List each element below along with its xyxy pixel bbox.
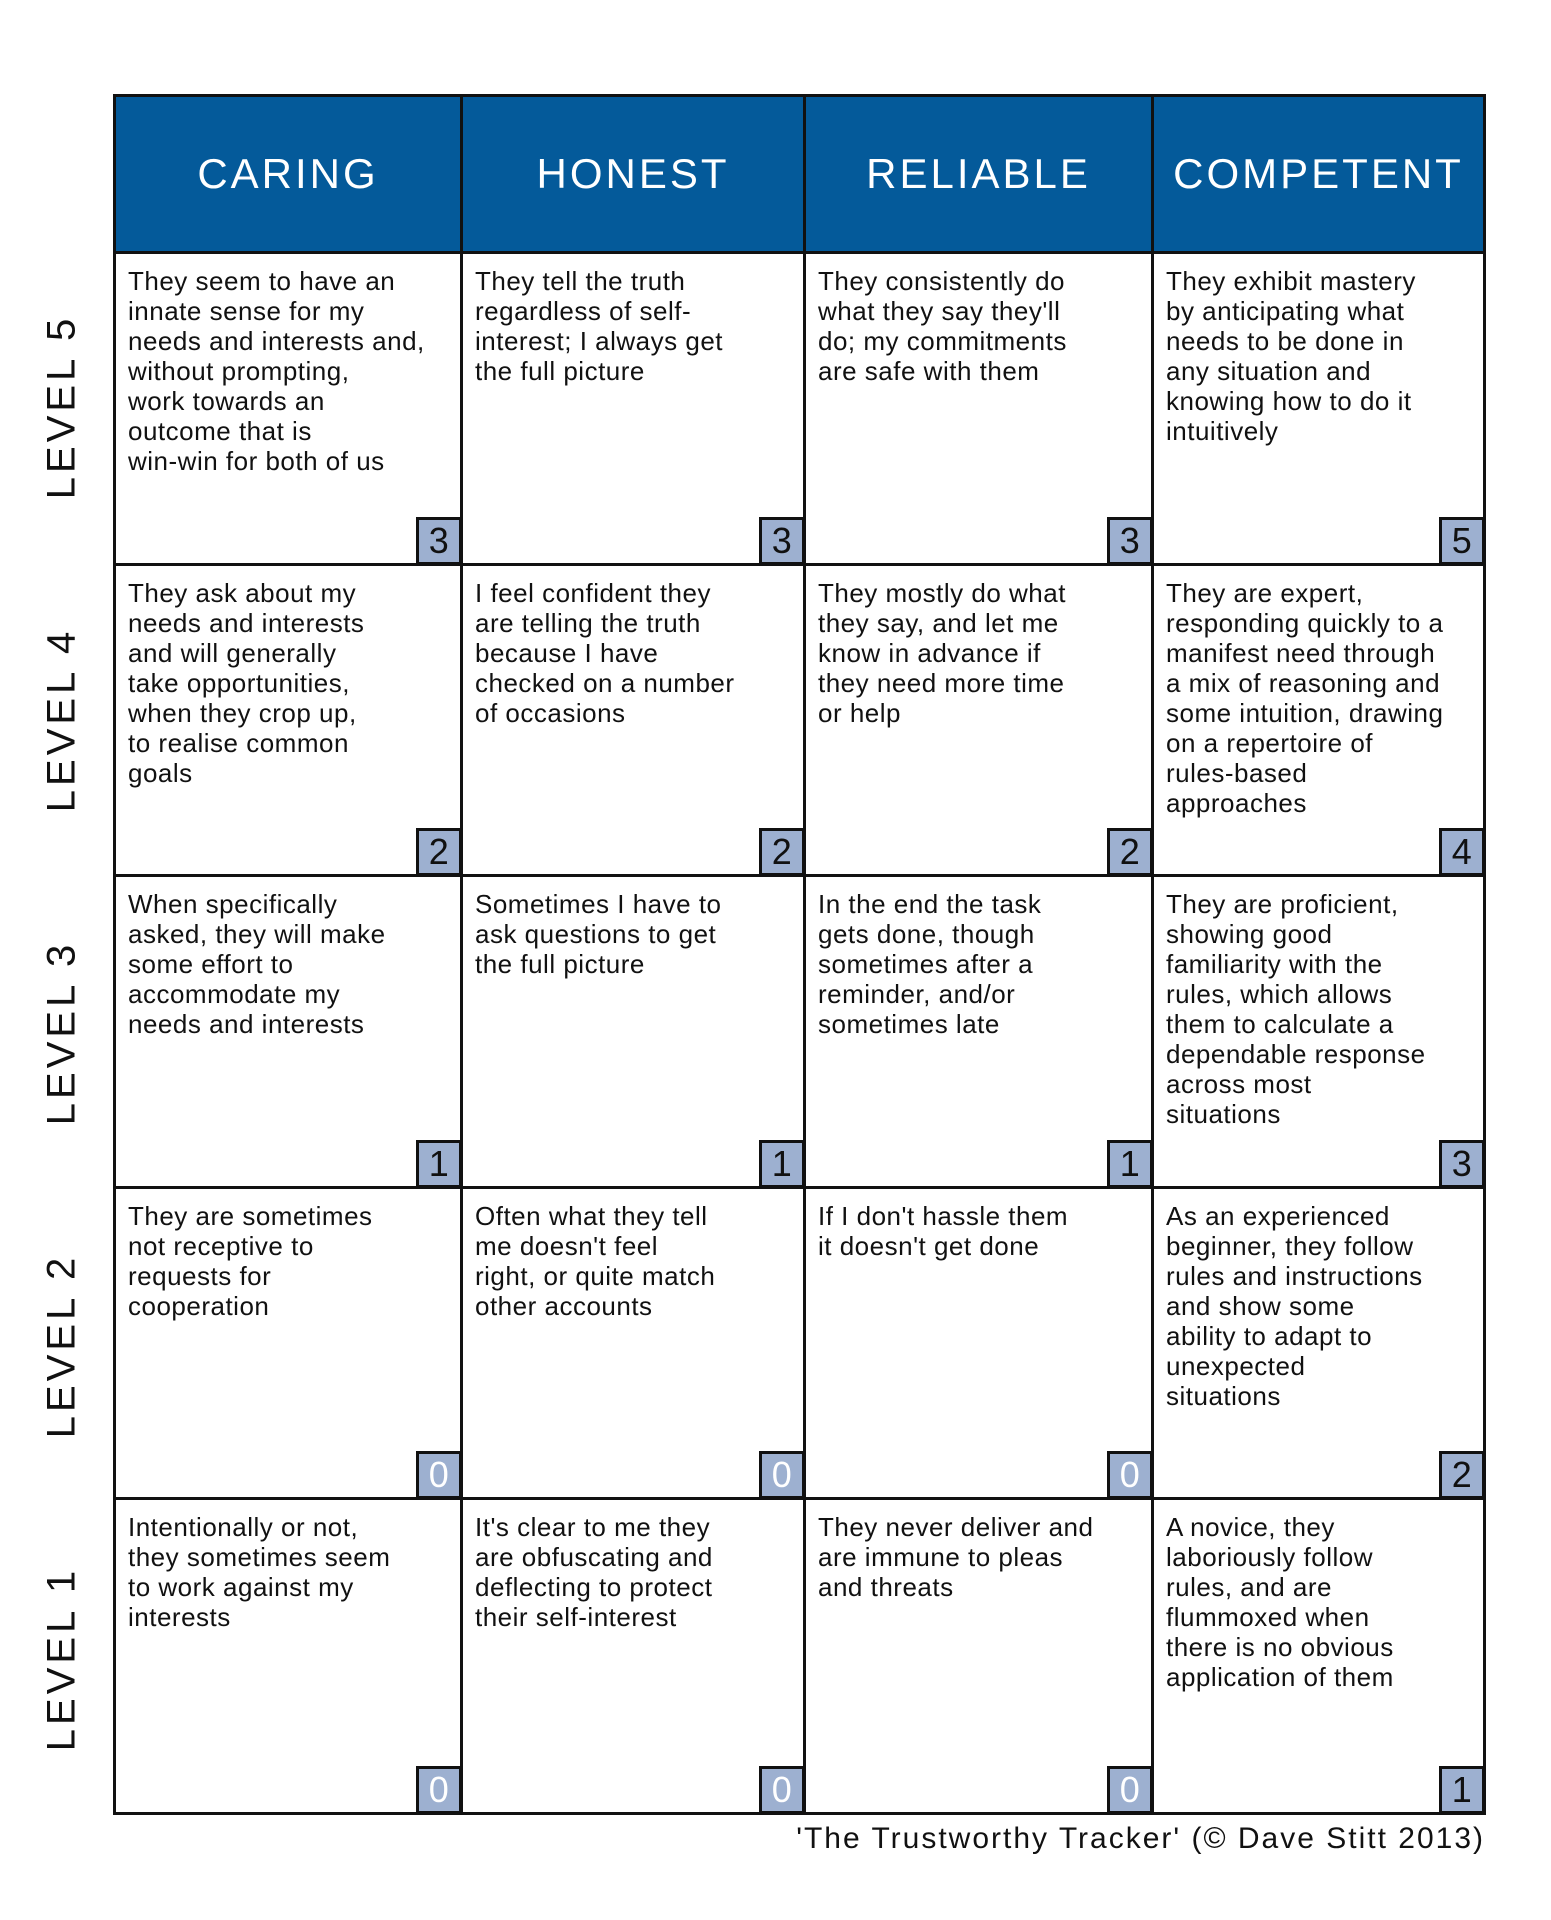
score-badge: 2 bbox=[1439, 1451, 1483, 1499]
matrix-cell bbox=[463, 566, 806, 878]
cell-description: They are sometimes not receptive to requests for cooperation bbox=[128, 1200, 373, 1321]
score-badge: 5 bbox=[1439, 517, 1483, 565]
cell-description: They are expert, responding quickly to a manifest need through a mix of reasoning and some intuition, drawing on a repertoire of rules-based approaches bbox=[1166, 577, 1444, 818]
score-badge: 4 bbox=[1439, 828, 1483, 876]
score-badge: 1 bbox=[416, 1140, 462, 1188]
matrix-cell bbox=[806, 1500, 1154, 1812]
cell-description: They ask about my needs and interests and will generally take opportunities, when they crop up, to realise common goals bbox=[128, 577, 365, 788]
cell-description: They seem to have an innate sense for my needs and interests and, without prompting, work towards an outcome that is win-win for both of us bbox=[128, 266, 425, 476]
score-badge: 0 bbox=[416, 1451, 462, 1499]
column-header-competent: COMPETENT bbox=[1154, 97, 1483, 254]
matrix-cell bbox=[463, 1189, 806, 1501]
score-badge: 0 bbox=[416, 1766, 462, 1812]
cell-description: They never deliver and are immune to pleas and threats bbox=[818, 1512, 1094, 1603]
cell-description: They exhibit mastery by anticipating what needs to be done in any situation and knowing how to do it intuitively bbox=[1166, 266, 1416, 446]
matrix-cell bbox=[116, 566, 463, 878]
score-badge: 2 bbox=[1107, 828, 1153, 876]
matrix-cell bbox=[1154, 877, 1483, 1189]
cell-description: They mostly do what they say, and let me know in advance if they need more time or help bbox=[818, 577, 1066, 728]
matrix-cell bbox=[806, 1189, 1154, 1501]
score-badge: 0 bbox=[1107, 1451, 1153, 1499]
cell-description: I feel confident they are telling the truth because I have checked on a number of occasions bbox=[475, 577, 735, 728]
cell-description: When specifically asked, they will make some effort to accommodate my needs and interests bbox=[128, 889, 386, 1040]
column-header-honest: HONEST bbox=[463, 97, 806, 254]
cell-description: Intentionally or not, they sometimes seem to work against my interests bbox=[128, 1512, 391, 1633]
matrix-cell bbox=[1154, 1500, 1483, 1812]
level-label: LEVEL 5 bbox=[39, 314, 84, 500]
score-badge: 3 bbox=[1107, 517, 1153, 565]
column-header-caring: CARING bbox=[116, 97, 463, 254]
cell-description: They tell the truth regardless of self- interest; I always get the full picture bbox=[475, 266, 723, 386]
cell-description: In the end the task gets done, though sometimes after a reminder, and/or sometimes late bbox=[818, 889, 1042, 1040]
level-label: LEVEL 3 bbox=[39, 940, 84, 1126]
cell-description: If I don't hassle them it doesn't get done bbox=[818, 1200, 1069, 1261]
score-badge: 1 bbox=[759, 1140, 805, 1188]
score-badge: 0 bbox=[759, 1451, 805, 1499]
cell-description: As an experienced beginner, they follow rules and instructions and show some ability to adapt to unexpected situations bbox=[1166, 1200, 1423, 1411]
matrix-cell bbox=[116, 1189, 463, 1501]
matrix-cell bbox=[116, 254, 463, 566]
matrix-cell bbox=[806, 566, 1154, 878]
trust-matrix-table bbox=[113, 94, 1486, 1815]
matrix-cell bbox=[463, 1500, 806, 1812]
column-header-reliable: RELIABLE bbox=[806, 97, 1154, 254]
level-label: LEVEL 4 bbox=[39, 627, 84, 813]
score-badge: 2 bbox=[759, 828, 805, 876]
score-badge: 1 bbox=[1107, 1140, 1153, 1188]
cell-description: It's clear to me they are obfuscating and deflecting to protect their self-interest bbox=[475, 1512, 713, 1633]
matrix-cell bbox=[1154, 254, 1483, 566]
level-label: LEVEL 2 bbox=[39, 1253, 84, 1439]
score-badge: 0 bbox=[1107, 1766, 1153, 1812]
cell-description: Sometimes I have to ask questions to get the full picture bbox=[475, 889, 722, 980]
matrix-cell bbox=[806, 877, 1154, 1189]
score-badge: 2 bbox=[416, 828, 462, 876]
matrix-cell bbox=[1154, 1189, 1483, 1501]
cell-description: They consistently do what they say they'll do; my commitments are safe with them bbox=[818, 266, 1067, 386]
matrix-cell bbox=[1154, 566, 1483, 878]
score-badge: 3 bbox=[759, 517, 805, 565]
score-badge: 0 bbox=[759, 1766, 805, 1812]
footer-credit: 'The Trustworthy Tracker' (© Dave Stitt 2013) bbox=[796, 1822, 1485, 1855]
score-badge: 3 bbox=[416, 517, 462, 565]
score-badge: 3 bbox=[1439, 1140, 1483, 1188]
matrix-cell bbox=[116, 877, 463, 1189]
matrix-cell bbox=[463, 877, 806, 1189]
cell-description: They are proficient, showing good familiarity with the rules, which allows them to calculate a dependable response across most situations bbox=[1166, 889, 1426, 1130]
matrix-cell bbox=[806, 254, 1154, 566]
cell-description: Often what they tell me doesn't feel right, or quite match other accounts bbox=[475, 1200, 716, 1321]
cell-description: A novice, they laboriously follow rules, and are flummoxed when there is no obvious application of them bbox=[1166, 1512, 1394, 1693]
matrix-cell bbox=[463, 254, 806, 566]
matrix-cell bbox=[116, 1500, 463, 1812]
score-badge: 1 bbox=[1439, 1766, 1483, 1812]
level-label: LEVEL 1 bbox=[39, 1566, 84, 1752]
